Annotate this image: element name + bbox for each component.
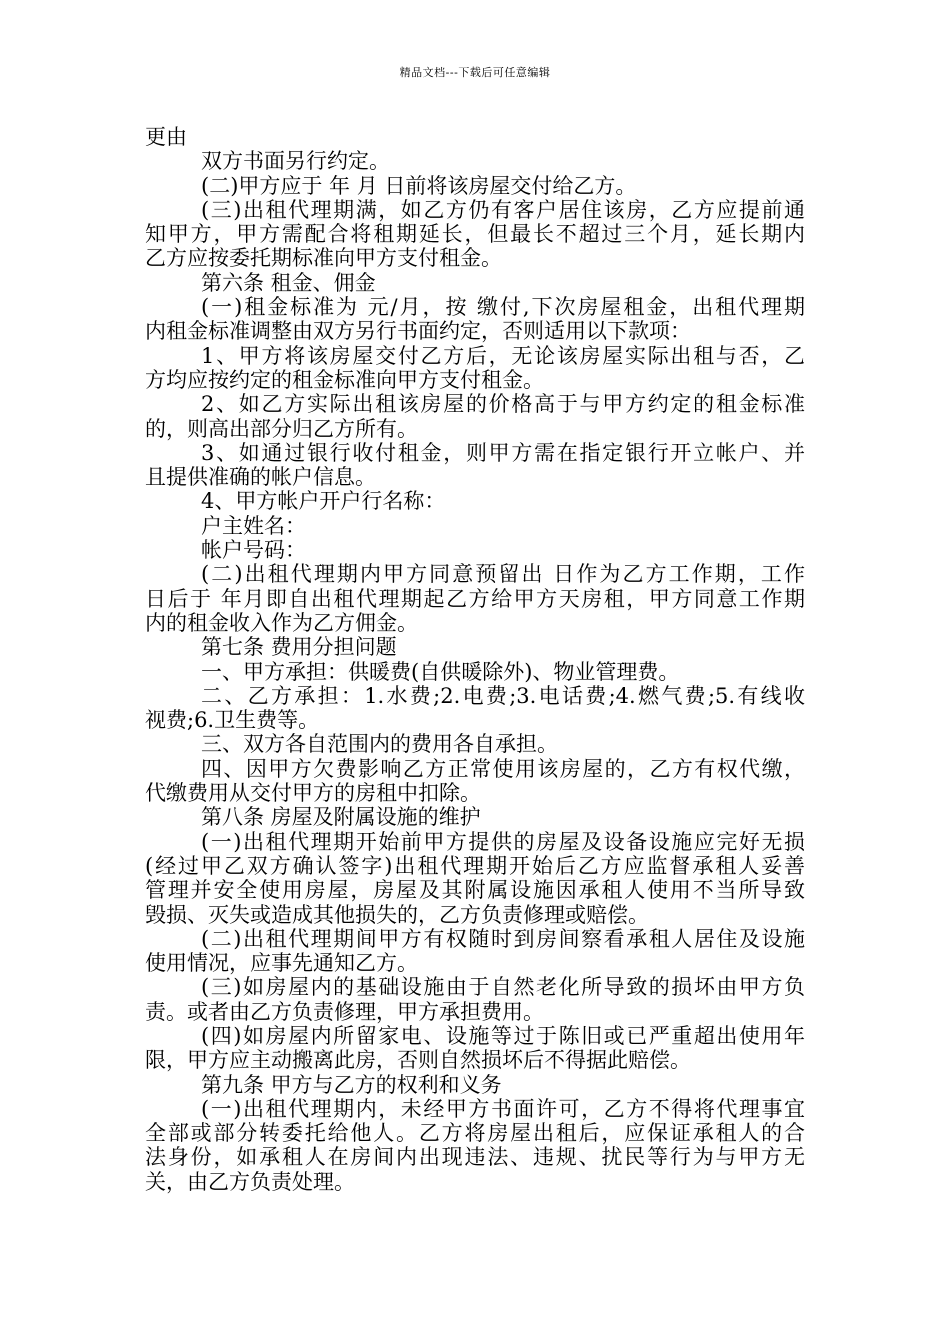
- text-line: (三)如房屋内的基础设施由于自然老化所导致的损坏由甲方负: [201, 975, 805, 1000]
- text-line: 限，甲方应主动搬离此房，否则自然损坏后不得据此赔偿。: [145, 1048, 691, 1073]
- text-line: 更由: [145, 125, 187, 149]
- text-line: 责。或者由乙方负责修理，甲方承担费用。: [145, 999, 544, 1024]
- text-line: 内租金标准调整由双方另行书面约定，否则适用以下款项：: [145, 319, 691, 344]
- text-line: (三)出租代理期满，如乙方仍有客户居住该房，乙方应提前通: [201, 197, 805, 222]
- text-line: 双方书面另行约定。: [201, 149, 390, 174]
- text-line: 四、因甲方欠费影响乙方正常使用该房屋的，乙方有权代缴，: [201, 756, 805, 781]
- text-line: 内的租金收入作为乙方佣金。: [145, 610, 418, 635]
- text-line: 知甲方，甲方需配合将租期延长，但最长不超过三个月，延长期内: [145, 222, 805, 247]
- text-line: 且提供准确的帐户信息。: [145, 465, 376, 490]
- text-line: (二)甲方应于 年 月 日前将该房屋交付给乙方。: [201, 173, 637, 198]
- text-line: 使用情况，应事先通知乙方。: [145, 951, 418, 976]
- text-line: 2、如乙方实际出租该房屋的价格高于与甲方约定的租金标准: [201, 392, 805, 417]
- text-line: 毁损、灭失或造成其他损失的，乙方负责修理或赔偿。: [145, 902, 649, 927]
- text-line: 管理并安全使用房屋，房屋及其附属设施因承租人使用不当所导致: [145, 878, 805, 903]
- page-header: 精品文档---下载后可任意编辑: [399, 66, 551, 79]
- text-line: (一)出租代理期开始前甲方提供的房屋及设备设施应完好无损: [201, 829, 805, 854]
- text-line: 4、甲方帐户开户行名称：: [201, 489, 446, 514]
- text-line: 一、甲方承担：供暖费(自供暖除外)、物业管理费。: [201, 659, 680, 684]
- text-line: 代缴费用从交付甲方的房租中扣除。: [145, 781, 481, 806]
- text-line: 帐户号码：: [201, 538, 306, 563]
- document-body: [145, 125, 805, 1194]
- text-line: 第六条 租金、佣金: [201, 270, 376, 295]
- text-line: 关，由乙方负责处理。: [145, 1169, 355, 1194]
- text-line: 1、甲方将该房屋交付乙方后，无论该房屋实际出租与否，乙: [201, 343, 805, 368]
- text-line: 第九条 甲方与乙方的权利和义务: [201, 1072, 502, 1097]
- text-line: (一)租金标准为 元/月，按 缴付,下次房屋租金，出租代理期: [201, 295, 805, 320]
- text-line: 日后于 年月即自出租代理期起乙方给甲方天房租，甲方同意工作期: [145, 586, 805, 611]
- text-line: (二)出租代理期内甲方同意预留出 日作为乙方工作期，工作: [201, 562, 805, 587]
- text-line: (一)出租代理期内，未经甲方书面许可，乙方不得将代理事宜: [201, 1096, 805, 1121]
- text-line: 3、如通过银行收付租金，则甲方需在指定银行开立帐户、并: [201, 440, 805, 465]
- text-line: 方均应按约定的租金标准向甲方支付租金。: [145, 367, 544, 392]
- text-line: 第八条 房屋及附属设施的维护: [201, 805, 481, 830]
- text-line: 法身份，如承租人在房间内出现违法、违规、扰民等行为与甲方无: [145, 1145, 805, 1170]
- text-line: 三、双方各自范围内的费用各自承担。: [201, 732, 558, 757]
- text-line: (四)如房屋内所留家电、设施等过于陈旧或已严重超出使用年: [201, 1023, 805, 1048]
- text-line: 的，则高出部分归乙方所有。: [145, 416, 418, 441]
- text-line: 视费;6.卫生费等。: [145, 708, 320, 733]
- text-line: 第七条 费用分担问题: [201, 635, 397, 660]
- text-line: 乙方应按委托期标准向甲方支付租金。: [145, 246, 502, 271]
- text-line: 户主姓名：: [201, 513, 306, 538]
- text-line: 二、乙方承担：1.水费;2.电费;3.电话费;4.燃气费;5.有线收: [201, 683, 805, 708]
- text-line: (二)出租代理期间甲方有权随时到房间察看承租人居住及设施: [201, 926, 805, 951]
- text-line: (经过甲乙双方确认签字)出租代理期开始后乙方应监督承租人妥善: [145, 853, 805, 878]
- text-line: 全部或部分转委托给他人。乙方将房屋出租后，应保证承租人的合: [145, 1121, 805, 1146]
